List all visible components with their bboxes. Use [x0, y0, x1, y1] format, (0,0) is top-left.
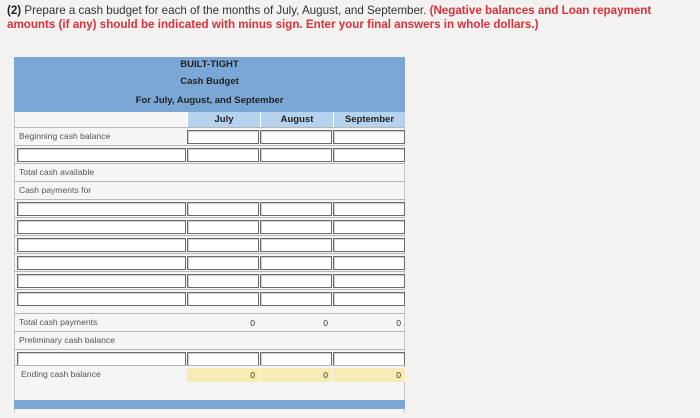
row-label: Ending cash balance — [21, 369, 101, 379]
total-payments-july: 0 — [250, 318, 255, 328]
input-beginning-august[interactable] — [260, 130, 332, 144]
label-input[interactable] — [17, 274, 186, 288]
column-september: September — [333, 112, 405, 127]
row-payment-entry — [14, 289, 405, 307]
input-cell[interactable] — [260, 238, 332, 252]
input-cell[interactable] — [187, 238, 259, 252]
input-cell[interactable] — [260, 274, 332, 288]
label-input[interactable] — [17, 202, 186, 216]
input-cell[interactable] — [260, 220, 332, 234]
row-ending-balance — [14, 365, 405, 383]
column-july: July — [187, 112, 260, 127]
question-note: (Negative balances and Loan repayment amounts (if any) should be indicated with minus sign. Enter your final answers in whole dollars.) — [7, 4, 652, 31]
row-label: Total cash available — [19, 167, 95, 177]
label-input[interactable] — [17, 148, 186, 162]
row-entry — [14, 145, 405, 163]
input-beginning-september[interactable] — [333, 130, 405, 144]
row-payment-entry — [14, 235, 405, 253]
row-payment-entry — [14, 253, 405, 271]
input-beginning-july[interactable] — [187, 130, 259, 144]
input-cell[interactable] — [187, 352, 259, 366]
row-payments-heading — [14, 181, 405, 199]
input-cell[interactable] — [187, 202, 259, 216]
ending-july: 0 — [187, 368, 259, 382]
input-cell[interactable] — [333, 292, 405, 306]
input-cell[interactable] — [187, 220, 259, 234]
label-input[interactable] — [17, 238, 186, 252]
company-name: BUILT-TIGHT — [14, 57, 405, 73]
input-cell[interactable] — [333, 220, 405, 234]
input-cell[interactable] — [187, 292, 259, 306]
row-beginning-balance — [14, 127, 405, 145]
row-payment-entry — [14, 199, 405, 217]
table-footer-bar — [14, 400, 405, 409]
row-total-payments — [14, 313, 405, 331]
row-preliminary-balance — [14, 331, 405, 349]
input-cell[interactable] — [333, 256, 405, 270]
input-cell[interactable] — [333, 238, 405, 252]
budget-period: For July, August, and September — [14, 90, 405, 112]
column-august: August — [260, 112, 333, 127]
input-cell[interactable] — [260, 202, 332, 216]
row-payment-entry — [14, 271, 405, 289]
label-input[interactable] — [17, 256, 186, 270]
label-input[interactable] — [17, 292, 186, 306]
row-label: Total cash payments — [19, 317, 98, 327]
input-cell[interactable] — [333, 148, 405, 162]
row-total-available — [14, 163, 405, 181]
input-cell[interactable] — [260, 352, 332, 366]
ending-august: 0 — [260, 368, 332, 382]
instructions — [7, 4, 697, 32]
input-cell[interactable] — [260, 292, 332, 306]
budget-title: Cash Budget — [14, 73, 405, 90]
label-input[interactable] — [17, 220, 186, 234]
question-text: Prepare a cash budget for each of the months of July, August, and September. — [21, 4, 430, 17]
row-label: Cash payments for — [19, 185, 92, 195]
question-number: (2) — [7, 4, 22, 17]
ending-september: 0 — [333, 368, 405, 382]
row-payment-entry — [14, 217, 405, 235]
total-payments-september: 0 — [396, 318, 401, 328]
input-cell[interactable] — [260, 148, 332, 162]
input-cell[interactable] — [187, 148, 259, 162]
label-input[interactable] — [17, 352, 186, 366]
input-cell[interactable] — [333, 352, 405, 366]
row-label: Preliminary cash balance — [19, 335, 116, 345]
input-cell[interactable] — [333, 202, 405, 216]
total-payments-august: 0 — [323, 318, 328, 328]
input-cell[interactable] — [187, 274, 259, 288]
input-cell[interactable] — [260, 256, 332, 270]
input-cell[interactable] — [333, 274, 405, 288]
input-cell[interactable] — [187, 256, 259, 270]
row-label: Beginning cash balance — [19, 131, 111, 141]
